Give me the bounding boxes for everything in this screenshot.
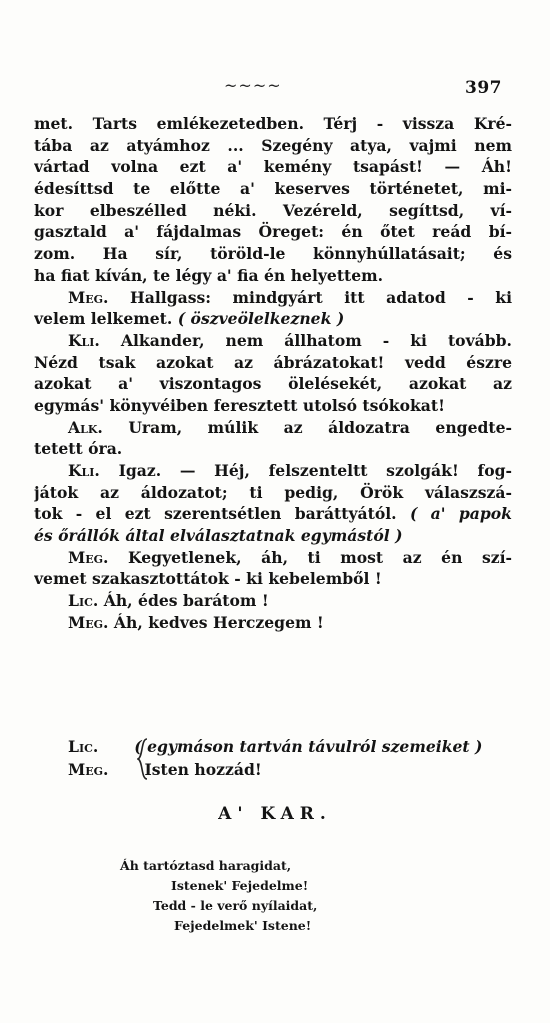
poem-line: Fejedelmek' Istene! <box>174 918 312 933</box>
text-line: zom. Ha sír, töröld-le könnyhúllatásait; és <box>34 244 512 264</box>
text-line: tába az atyámhoz ... Szegény atya, vajmi nem <box>34 135 512 155</box>
speech-text: tok - el ezt szerentsétlen baráttyától. <box>34 504 397 524</box>
text-line: édesíttsd te előtte a' keserves történetet, mi- <box>34 179 512 199</box>
speech-alk <box>34 417 512 439</box>
text-line: vemet szakasztottátok - ki kebelemből ! <box>34 569 382 589</box>
speech-meg-4 <box>68 758 518 781</box>
speaker-name: Alk. <box>68 417 103 437</box>
speaker-name: Meg. <box>68 612 109 632</box>
poem-line: Istenek' Fejedelme! <box>171 878 309 893</box>
poem-line: Tedd - le verő nyílaidat, <box>153 898 318 913</box>
speech-text: Áh, kedves Herczegem ! <box>113 612 324 632</box>
stage-direction: ( egymáson tartván távulról szemeiket ) <box>134 737 483 756</box>
speech-text: Kegyetlenek, áh, ti most az én szí- <box>128 547 512 567</box>
speaker-name: Kli. <box>68 330 100 350</box>
speech-text: Alkander, nem állhatom - ki tovább. <box>120 330 512 350</box>
stage-direction: és őrállók által elválasztatnak egymástól ) <box>34 526 403 546</box>
text-line: vártad volna ezt a' kemény tsapást! — Áh! <box>34 157 512 177</box>
body-text <box>34 113 512 634</box>
stage-direction: ( öszveölelkeznek ) <box>177 309 345 329</box>
speaker-name: Meg. <box>68 287 109 307</box>
text-line: gasztald a' fájdalmas Öreget: én őtet reád bí- <box>34 222 512 242</box>
speaker-name: Meg. <box>68 760 109 779</box>
speech-meg-1-cont <box>34 308 512 330</box>
stage-direction: ( a' papok <box>409 504 512 524</box>
text-line: Nézd tsak azokat az ábrázatokat! vedd észre <box>34 352 512 372</box>
speech-lic-1 <box>34 590 512 612</box>
speech-kli-2 <box>34 460 512 482</box>
speaker-name: Kli. <box>68 461 100 480</box>
speech-text: Isten hozzád! <box>144 760 262 779</box>
page-number: 397 <box>465 78 502 98</box>
speech-text: velem lelkemet. <box>34 309 173 329</box>
header-ornament: ~~~~ <box>224 76 282 95</box>
text-line: egymás' könyvéiben feresztett utolsó tsókokat! <box>34 395 445 415</box>
speech-text: Hallgass: mindgyárt itt adatod - ki <box>130 287 512 307</box>
speaker-name: Lic. <box>68 591 99 611</box>
speech-meg-3 <box>34 612 512 634</box>
poem-line: Áh tartóztasd haragidat, <box>120 858 292 873</box>
speaker-name: Meg. <box>68 547 109 567</box>
chorus-poem <box>0 856 550 936</box>
text-line: kor elbeszélled néki. Vezéreld, segíttsd, ví- <box>34 200 512 220</box>
text-line: játok az áldozatot; ti pedig, Örök válaszszá- <box>34 482 512 502</box>
brace-icon <box>137 738 149 780</box>
chorus-title: A' KAR. <box>218 804 332 824</box>
speech-meg-2 <box>34 547 512 569</box>
text-line: ha fiat kíván, te légy a' fia én helyettem. <box>34 265 384 285</box>
text-line: azokat a' viszontagos ölelésekét, azokat az <box>34 374 512 394</box>
speech-kli-2-cont <box>34 503 512 525</box>
speaker-name: Lic. <box>68 737 99 756</box>
speech-kli-1 <box>34 330 512 352</box>
text-line: met. Tarts emlékezetedben. Térj - vissza Kré- <box>34 114 512 133</box>
speech-text: Áh, édes barátom ! <box>103 591 269 611</box>
text-line: tetett óra. <box>34 439 123 459</box>
speech-text: Igaz. — Héj, felszenteltt szolgák! fog- <box>118 461 512 480</box>
text-line <box>34 525 512 547</box>
final-exchange <box>68 735 518 781</box>
speech-text: Uram, múlik az áldozatra engedte- <box>128 417 512 437</box>
speech-meg-1 <box>34 287 512 309</box>
speech-lic-2 <box>68 735 518 758</box>
